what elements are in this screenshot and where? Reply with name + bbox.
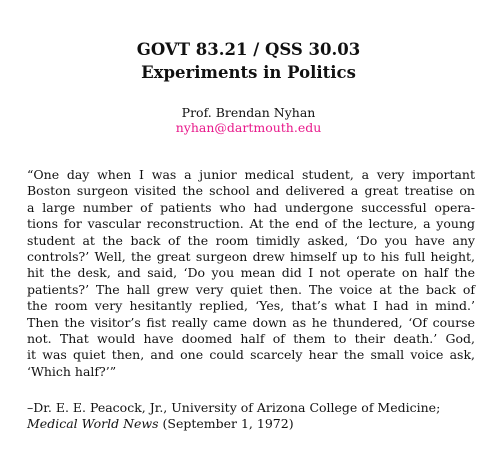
quote-line: “One day when I was a junior medical student, a very important: [27, 167, 475, 182]
quote-line: not. That would have doomed half of them to their death.’ God,: [27, 330, 475, 346]
attribution-author: –Dr. E. E. Peacock, Jr., University of Arizona College of Medicine;: [27, 400, 441, 415]
quote-line: it was quiet then, and one could scarcely hear the small voice ask,: [27, 347, 475, 363]
quote-line: ‘Which half?’”: [27, 363, 117, 379]
quote-line: patients?’ The hall grew very quiet then. The voice at the back of: [27, 281, 475, 297]
email-line: [0, 120, 497, 136]
course-subtitle: Experiments in Politics: [141, 63, 356, 82]
quote-line: Boston surgeon visited the school and delivered a great treatise on: [27, 183, 475, 199]
quote-line: Then the visitor’s fist really came down as he thundered, ‘Of course: [27, 314, 475, 330]
quote-line: tions for vascular reconstruction. At the end of the lecture, a young: [27, 216, 475, 232]
source-date: (September 1, 1972): [158, 416, 294, 432]
source-publication: Medical World News: [27, 416, 159, 432]
email-link[interactable]: nyhan@dartmouth.edu: [175, 120, 322, 135]
course-title: GOVT 83.21 / QSS 30.03: [136, 40, 361, 59]
author-name: Prof. Brendan Nyhan: [181, 105, 316, 120]
quote-line: hit the desk, and said, ‘Do you mean did I not operate on half the: [27, 265, 475, 281]
quote-line: a large number of patients who had undergone successful opera-: [27, 199, 475, 215]
quote-attribution: [27, 400, 487, 433]
attribution-source: [27, 416, 487, 432]
quote-line: the room very hesitantly replied, ‘Yes, that’s what I had in mind.’: [27, 298, 475, 314]
quote-block: [27, 167, 475, 380]
quote-line: controls?’ Well, the great surgeon drew himself up to his full height,: [27, 248, 475, 264]
quote-line: student at the back of the room timidly asked, ‘Do you have any: [27, 232, 475, 248]
